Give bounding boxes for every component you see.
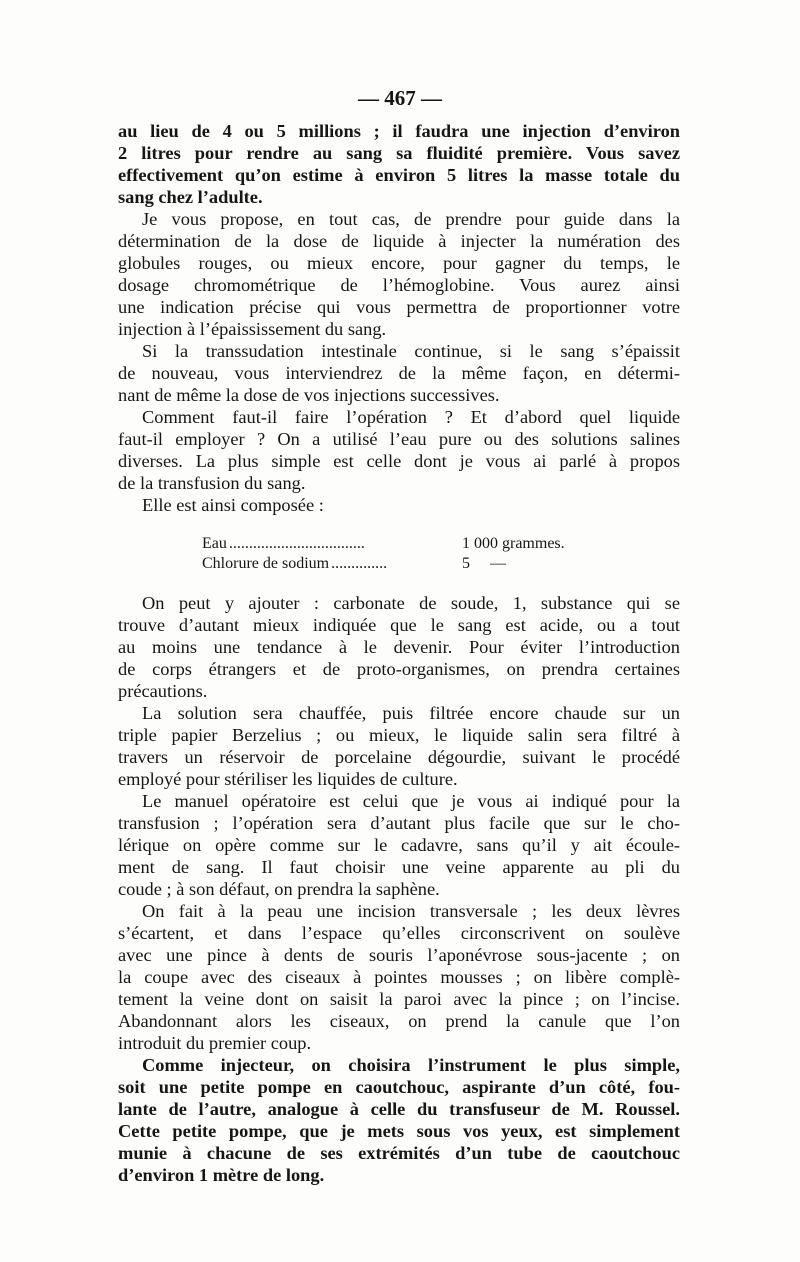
paragraph bbox=[118, 494, 680, 516]
paragraph bbox=[118, 340, 680, 406]
text-line: nant de même la dose de vos injections successives. bbox=[118, 385, 500, 405]
ingredient: Chlorure de sodium bbox=[202, 555, 330, 572]
text-line: avec une pince à dents de souris l’aponévrose sous-jacente ; on bbox=[118, 945, 680, 965]
paragraph bbox=[118, 790, 680, 900]
paragraph bbox=[118, 702, 680, 790]
paragraph bbox=[118, 1054, 680, 1186]
text-line: employé pour stériliser les liquides de culture. bbox=[118, 769, 458, 789]
text-line: de corps étrangers et de proto-organismes, on prendra certaines bbox=[118, 659, 680, 679]
recipe-table bbox=[118, 534, 602, 574]
quantity: 5 — bbox=[462, 555, 506, 572]
recipe-row bbox=[202, 534, 602, 554]
text-line: de la transfusion du sang. bbox=[118, 473, 306, 493]
text-line: transfusion ; l’opération sera d’autant plus facile que sur le cho- bbox=[118, 813, 680, 833]
text-line: soit une petite pompe en caoutchouc, aspirante d’un côté, fou- bbox=[118, 1077, 680, 1097]
text-line: globules rouges, ou mieux encore, pour gagner du temps, le bbox=[118, 253, 680, 273]
text-line: Comme injecteur, on choisira l’instrument le plus simple, bbox=[142, 1055, 680, 1075]
text-line: diverses. La plus simple est celle dont je vous ai parlé à propos bbox=[118, 451, 680, 471]
paragraph bbox=[118, 406, 680, 494]
text-line: injection à l’épaississement du sang. bbox=[118, 319, 387, 339]
quantity: 1 000 grammes. bbox=[462, 535, 565, 552]
text-line: de nouveau, vous interviendrez de la même façon, en détermi- bbox=[118, 363, 680, 383]
spacer bbox=[118, 574, 680, 592]
text-line: Cette petite pompe, que je mets sous vos yeux, est simplement bbox=[118, 1121, 680, 1141]
text-line: effectivement qu’on estime à environ 5 litres la masse totale du bbox=[118, 165, 680, 185]
text-line: au moins une tendance à le devenir. Pour éviter l’introduction bbox=[118, 637, 680, 657]
text-line: sang chez l’adulte. bbox=[118, 187, 263, 207]
text-line: Je vous propose, en tout cas, de prendre pour guide dans la bbox=[142, 209, 680, 229]
text-line: d’environ 1 mètre de long. bbox=[118, 1165, 325, 1185]
text-line: détermination de la dose de liquide à injecter la numération des bbox=[118, 231, 680, 251]
text-line: tement la veine dont on saisit la paroi avec la pince ; on l’incise. bbox=[118, 989, 680, 1009]
text-line: ment de sang. Il faut choisir une veine apparente au pli du bbox=[118, 857, 680, 877]
spacer bbox=[118, 516, 680, 534]
paragraph bbox=[118, 208, 680, 340]
text-line: au lieu de 4 ou 5 millions ; il faudra une injection d’environ bbox=[118, 121, 680, 141]
text-line: Elle est ainsi composée : bbox=[142, 495, 324, 515]
paragraph bbox=[118, 900, 680, 1054]
text-line: lante de l’autre, analogue à celle du transfuseur de M. Roussel. bbox=[118, 1099, 680, 1119]
text-line: munie à chacune de ses extrémités d’un tube de caoutchouc bbox=[118, 1143, 680, 1163]
text-line: triple papier Berzelius ; ou mieux, le liquide salin sera filtré à bbox=[118, 725, 680, 745]
paragraph bbox=[118, 592, 680, 702]
recipe-row bbox=[202, 554, 602, 574]
text-line: introduit du premier coup. bbox=[118, 1033, 312, 1053]
text-line: travers un réservoir de porcelaine dégourdie, suivant le procédé bbox=[118, 747, 680, 767]
text-line: faut-il employer ? On a utilisé l’eau pure ou des solutions salines bbox=[118, 429, 680, 449]
page-body bbox=[118, 120, 680, 1186]
paragraph bbox=[118, 120, 680, 208]
text-line: une indication précise qui vous permettra de proportionner votre bbox=[118, 297, 680, 317]
text-line: trouve d’autant mieux indiquée que le sang est acide, ou a tout bbox=[118, 615, 680, 635]
text-line: s’écartent, et dans l’espace qu’elles circonscrivent on soulève bbox=[118, 923, 680, 943]
text-line: Comment faut-il faire l’opération ? Et d’abord quel liquide bbox=[142, 407, 680, 427]
text-line: dosage chromométrique de l’hémoglobine. Vous aurez ainsi bbox=[118, 275, 680, 295]
text-line: 2 litres pour rendre au sang sa fluidité première. Vous savez bbox=[118, 143, 680, 163]
text-line: Le manuel opératoire est celui que je vous ai indiqué pour la bbox=[142, 791, 680, 811]
text-line: lérique on opère comme sur le cadavre, sans qu’il y ait écoule- bbox=[118, 835, 680, 855]
ingredient: Eau bbox=[202, 535, 227, 552]
text-line: précautions. bbox=[118, 681, 208, 701]
text-line: la coupe avec des ciseaux à pointes mousses ; on libère complè- bbox=[118, 967, 680, 987]
text-line: On fait à la peau une incision transversale ; les deux lèvres bbox=[142, 901, 680, 921]
text-line: La solution sera chauffée, puis filtrée encore chaude sur un bbox=[142, 703, 680, 723]
text-line: On peut y ajouter : carbonate de soude, 1, substance qui se bbox=[142, 593, 680, 613]
text-line: Si la transsudation intestinale continue, si le sang s’épaissit bbox=[142, 341, 680, 361]
text-line: coude ; à son défaut, on prendra la saphène. bbox=[118, 879, 440, 899]
leader-dots: .............. bbox=[331, 555, 388, 572]
leader-dots: .................................. bbox=[228, 535, 365, 552]
page-number: — 467 — bbox=[358, 86, 442, 110]
text-line: Abandonnant alors les ciseaux, on prend la canule que l’on bbox=[118, 1011, 680, 1031]
